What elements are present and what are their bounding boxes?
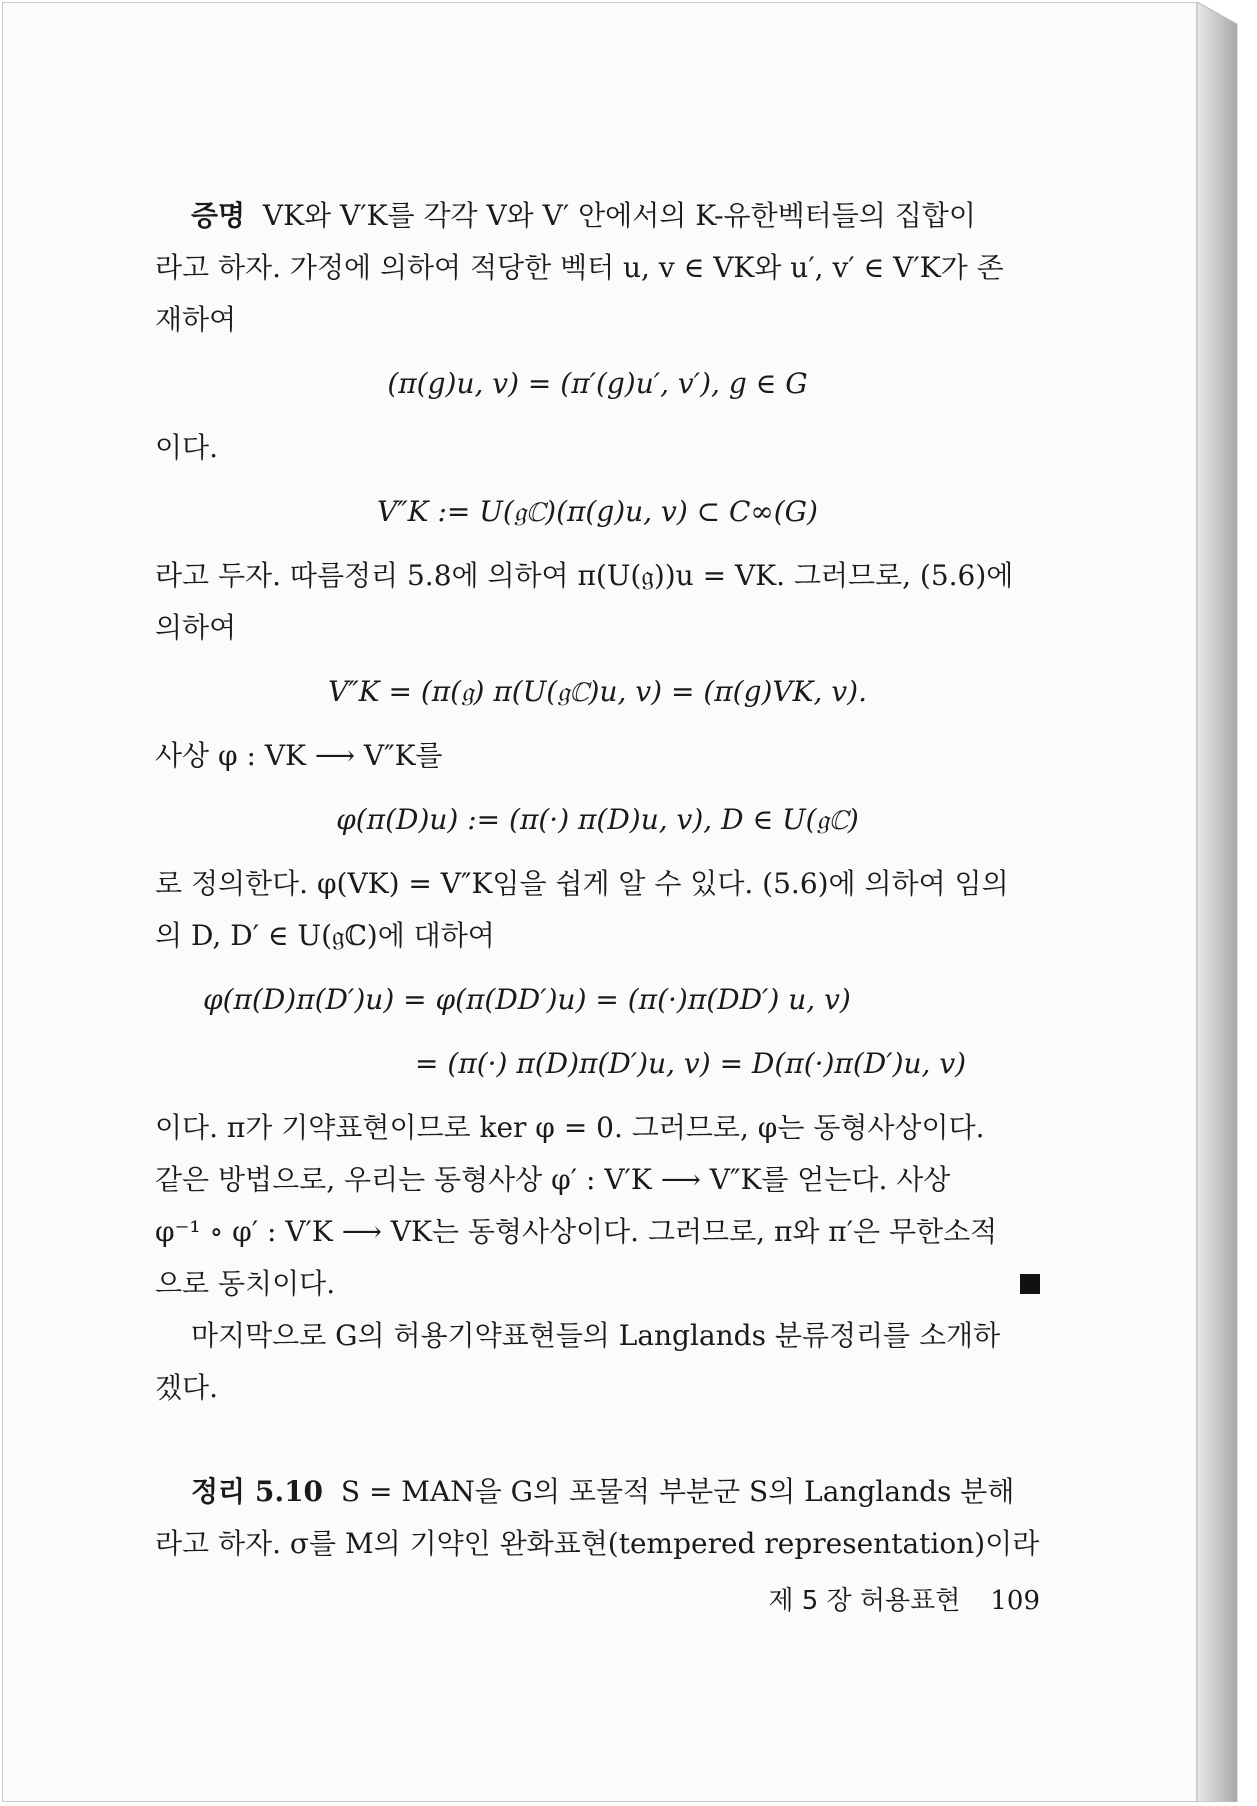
page-number: 109 (990, 1586, 1040, 1616)
conclusion-line-4: 으로 동치이다. (155, 1258, 1040, 1310)
page-content (155, 190, 1040, 1570)
proof-line-2: 라고 하자. 가정에 의하여 적당한 벡터 u, v ∈ VK와 u′, v′ ∈ V′K가 존 (155, 251, 1004, 284)
page-edge-shading (1197, 2, 1255, 1802)
equation-4: φ(π(D)u) := (π(·) π(D)u, v), D ∈ U(𝔤ℂ) (336, 803, 859, 836)
text-after-eq1: 이다. (155, 431, 218, 464)
proof-line-3: 재하여 (155, 303, 237, 336)
closing-line-2: 겠다. (155, 1371, 218, 1404)
page-stack-edge (1197, 2, 1255, 1802)
equation-2: V″K := U(𝔤ℂ)(π(g)u, v) ⊂ C∞(G) (377, 495, 818, 528)
closing-line-1: 마지막으로 G의 허용기약표현들의 Langlands 분류정리를 소개하 (191, 1319, 1001, 1352)
proof-line-1: 증명 VK와 V′K를 각각 V와 V′ 안에서의 K-유한벡터들의 집합이 (191, 199, 976, 232)
qed-square-icon (1020, 1274, 1040, 1294)
equation-3: V″K = (π(𝔤) π(U(𝔤ℂ)u, v) = (π(g)VK, v). (327, 675, 867, 708)
text-after-eq2-line-1: 라고 두자. 따름정리 5.8에 의하여 π(U(𝔤))u = VK. 그러므로, (5.6)에 (155, 559, 1014, 592)
text-after-eq4-line-1: 로 정의한다. φ(VK) = V″K임을 쉽게 알 수 있다. (5.6)에 의하여 임의 (155, 867, 1009, 900)
map-definition-line: 사상 φ : VK ⟶ V″K를 (155, 739, 443, 772)
equation-5a: φ(π(D)π(D′)u) = φ(π(DD′)u) = (π(·)π(DD′) u, v) (203, 983, 851, 1016)
conclusion-line-3: φ⁻¹ ∘ φ′ : V′K ⟶ VK는 동형사상이다. 그러므로, π와 π′은 무한소적 (155, 1215, 998, 1248)
proof-label: 증명 (191, 199, 246, 232)
chapter-title: 제 5 장 허용표현 (768, 1586, 961, 1616)
conclusion-line-1: 이다. π가 기약표현이므로 ker φ = 0. 그러므로, φ는 동형사상이다. (155, 1111, 985, 1144)
text-after-eq4-line-2: 의 D, D′ ∈ U(𝔤ℂ)에 대하여 (155, 919, 495, 952)
theorem-line-2: 라고 하자. σ를 M의 기약인 완화표현(tempered representation)이라 (155, 1527, 1040, 1560)
text-after-eq2-line-2: 의하여 (155, 611, 237, 644)
page-footer (155, 1580, 1040, 1617)
equation-1: (π(g)u, v) = (π′(g)u′, v′), g ∈ G (387, 367, 808, 400)
theorem-label: 정리 5.10 (191, 1475, 324, 1508)
theorem-line-1: 정리 5.10 S = MAN을 G의 포물적 부분군 S의 Langlands 분해 (191, 1475, 1015, 1508)
conclusion-line-2: 같은 방법으로, 우리는 동형사상 φ′ : V′K ⟶ V″K를 얻는다. 사상 (155, 1163, 951, 1196)
equation-5b: = (π(·) π(D)π(D′)u, v) = D(π(·)π(D′)u, v) (415, 1047, 967, 1080)
